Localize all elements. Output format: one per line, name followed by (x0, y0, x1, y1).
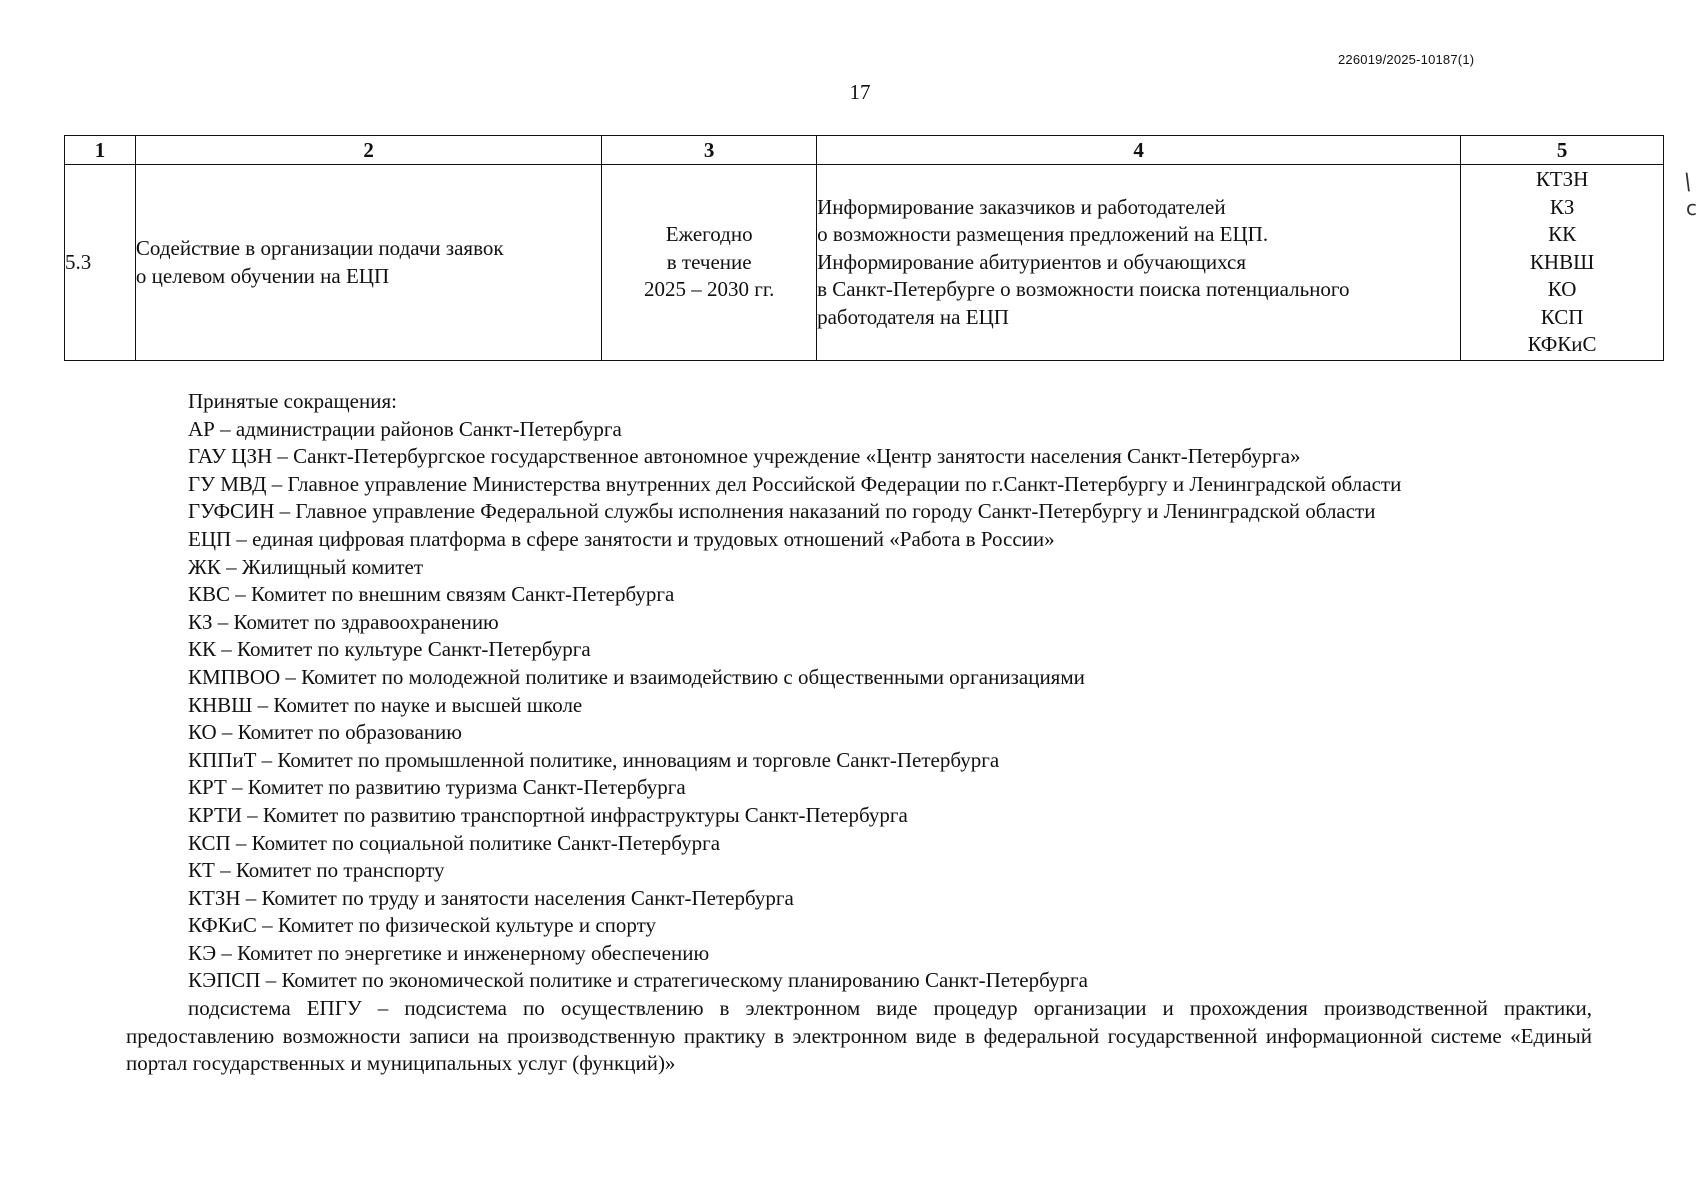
executors-cell (1461, 165, 1664, 361)
measure-line: Содействие в организации подачи заявок (135, 235, 504, 260)
abbreviations-section (126, 388, 1592, 1078)
measure-line: о целевом обучении на ЕЦП (135, 263, 390, 288)
content-line: Информирование заказчиков и работодателей (817, 194, 1226, 219)
plan-table (64, 135, 1664, 361)
term-line: 2025 – 2030 гг. (644, 277, 775, 302)
executor-item: КО (1547, 277, 1577, 302)
content-line: в Санкт-Петербурге о возможности поиска потенциального (817, 277, 1350, 302)
abbreviation-item: КСП – Комитет по социальной политике Санкт-Петербурга (188, 830, 721, 855)
abbreviations-title: Принятые сокращения: (188, 389, 397, 413)
abbreviation-item: КТ – Комитет по транспорту (188, 858, 445, 883)
column-number-1: 1 (65, 136, 136, 165)
executor-item: КНВШ (1529, 249, 1595, 274)
column-number-2: 2 (135, 136, 601, 165)
epgu-subsystem-note: подсистема ЕПГУ – подсистема по осуществлению в электронном виде процедур организации и прохождения производственной практики, предоставлению возможности записи на производственную практику в электронном виде в федеральной государственной информационной системе «Единый портал государственных и муниципальных услуг (функций)» (126, 996, 1592, 1076)
term-line: в течение (666, 249, 752, 274)
abbreviation-item: КТЗН – Комитет по труду и занятости населения Санкт-Петербурга (188, 885, 794, 910)
abbreviation-item: КППиТ – Комитет по промышленной политике, инновациям и торговле Санкт-Петербурга (188, 747, 1000, 772)
abbreviation-item: КО – Комитет по образованию (188, 720, 462, 745)
abbreviation-item: ГАУ ЦЗН – Санкт-Петербургское государственное автономное учреждение «Центр занятости населения Санкт-Петербурга» (188, 444, 1301, 469)
page-number: 17 (849, 80, 871, 104)
content-cell (817, 165, 1461, 361)
abbreviation-item: КЭПСП – Комитет по экономической политике и стратегическому планированию Санкт-Петербурга (188, 968, 1088, 993)
term-line: Ежегодно (665, 222, 753, 247)
abbreviation-item: КРТИ – Комитет по развитию транспортной инфраструктуры Санкт-Петербурга (188, 802, 908, 827)
executor-item: КТЗН (1535, 166, 1589, 191)
abbreviation-item: КРТ – Комитет по развитию туризма Санкт-Петербурга (188, 775, 686, 800)
term-cell (602, 165, 817, 361)
column-number-3: 3 (602, 136, 817, 165)
content-line: Информирование абитуриентов и обучающихся (817, 249, 1247, 274)
margin-pen-mark-2: ⅽ (1686, 196, 1697, 220)
abbreviation-item: ЖК – Жилищный комитет (188, 554, 424, 579)
abbreviation-item: ГУ МВД – Главное управление Министерства внутренних дел Российской Федерации по г.Санкт-Петербургу и Ленинградской области (188, 471, 1402, 496)
executor-item: КФКиС (1527, 332, 1597, 357)
column-number-5: 5 (1461, 136, 1664, 165)
executor-item: КСП (1540, 304, 1584, 329)
abbreviation-item: АР – администрации районов Санкт-Петербурга (188, 416, 622, 441)
row-number: 5.3 (65, 165, 136, 361)
abbreviation-item: КК – Комитет по культуре Санкт-Петербурга (188, 637, 591, 662)
abbreviation-item: КВС – Комитет по внешним связям Санкт-Петербурга (188, 582, 675, 607)
abbreviation-item: КЗ – Комитет по здравоохранению (188, 609, 499, 634)
abbreviation-item: КФКиС – Комитет по физической культуре и спорту (188, 913, 657, 938)
abbreviation-item: ЕЦП – единая цифровая платформа в сфере занятости и трудовых отношений «Работа в России» (188, 526, 1055, 551)
abbreviation-item: ГУФСИН – Главное управление Федеральной службы исполнения наказаний по городу Санкт-Петербургу и Ленинградской области (188, 499, 1376, 524)
table-row (65, 165, 1664, 361)
abbreviation-item: КНВШ – Комитет по науке и высшей школе (188, 692, 583, 717)
content-line: о возможности размещения предложений на ЕЦП. (817, 222, 1269, 247)
executor-item: КЗ (1549, 194, 1575, 219)
document-registration-number: 226019/2025-10187(1) (1338, 52, 1475, 67)
column-number-4: 4 (817, 136, 1461, 165)
abbreviation-item: КМПВОО – Комитет по молодежной политике и взаимодействию с общественными организациями (188, 664, 1085, 689)
abbreviation-item: КЭ – Комитет по энергетике и инженерному обеспечению (188, 940, 710, 965)
content-line: работодателя на ЕЦП (817, 304, 1009, 329)
table-header-row (65, 136, 1664, 165)
margin-pen-mark: \ (1681, 169, 1694, 196)
measure-cell (135, 165, 601, 361)
executor-item: КК (1548, 222, 1577, 247)
